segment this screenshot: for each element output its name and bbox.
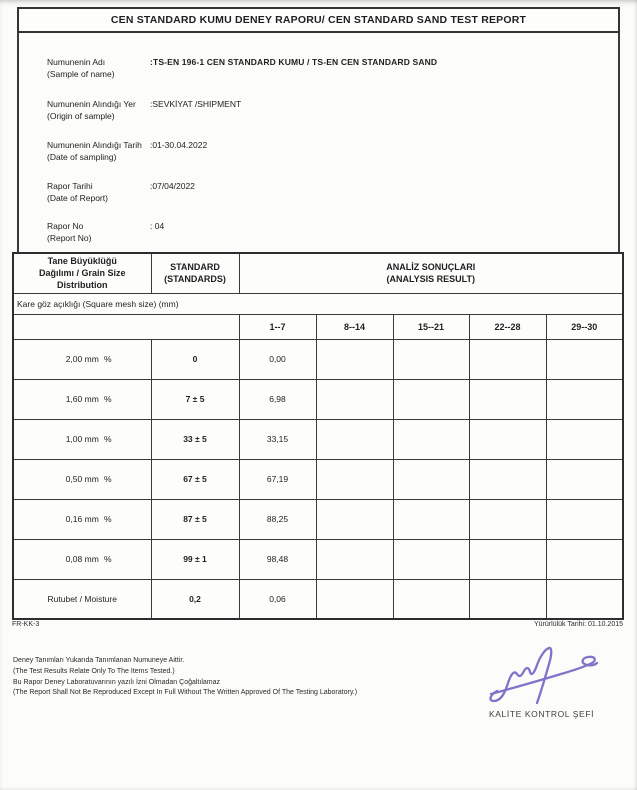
field-sublabel: (Date of sampling) [47, 152, 117, 162]
analysis-results-header [239, 253, 623, 293]
signature-area [483, 643, 603, 711]
field-sublabel: (Sample of name) [47, 69, 115, 79]
sieve-size-label: 0,08 mm [65, 554, 99, 564]
result-cell-empty [546, 419, 623, 459]
result-cell-empty [316, 499, 393, 539]
result-value-cell: 33,15 [239, 419, 316, 459]
result-cell-empty [546, 579, 623, 619]
sieve-size-label: 1,60 mm [65, 394, 99, 404]
result-cell-empty [316, 339, 393, 379]
note-line: Bu Rapor Deney Laboratuvarının yazılı İzni Olmadan Çoğaltılamaz [13, 678, 220, 686]
result-cell-empty [393, 379, 469, 419]
result-cell-empty [469, 379, 546, 419]
table-row [13, 339, 623, 379]
analysis-header-line: ANALİZ SONUÇLARI [386, 262, 476, 273]
result-value-cell: 0,00 [239, 339, 316, 379]
moisture-label-cell [13, 579, 151, 619]
result-cell-empty [469, 459, 546, 499]
field-origin [47, 99, 627, 123]
result-cell-empty [546, 379, 623, 419]
field-label: Numunenin Alındığı Yer [47, 99, 136, 109]
validity-date: Yürürlülük Tarihi: 01.10.2015 [534, 621, 623, 628]
field-report-date [47, 181, 627, 205]
standard-value-cell: 33 ± 5 [151, 419, 239, 459]
result-cell-empty [316, 379, 393, 419]
result-cell-empty [469, 339, 546, 379]
result-value-cell: 67,19 [239, 459, 316, 499]
field-sublabel: (Date of Report) [47, 193, 108, 203]
grain-size-header-line: Tane Büyüklüğü [47, 256, 117, 267]
standard-header-line: STANDARD [170, 262, 220, 273]
result-cell-empty [469, 579, 546, 619]
note-line: (The Test Results Relate Only To The Items Tested.) [13, 667, 175, 675]
mesh-size-row [13, 293, 623, 314]
unit-label: % [104, 434, 112, 444]
result-cell-empty [546, 459, 623, 499]
table-header-row [13, 253, 623, 293]
report-title-box [17, 7, 620, 33]
standard-value-cell: 7 ± 5 [151, 379, 239, 419]
grain-size-header-line: Dağılımı / Grain Size [38, 268, 126, 279]
result-value-cell: 6,98 [239, 379, 316, 419]
standard-header-line: (STANDARDS) [164, 274, 226, 285]
sieve-size-cell [13, 539, 151, 579]
analysis-header-line: (ANALYSIS RESULT) [386, 274, 476, 285]
sieve-size-label: 2,00 mm [65, 354, 99, 364]
field-value: : 04 [150, 221, 165, 231]
range-header-spacer [13, 314, 239, 339]
field-value: :SEVKİYAT /SHIPMENT [150, 99, 242, 109]
result-cell-empty [393, 419, 469, 459]
standard-value-cell: 0,2 [151, 579, 239, 619]
result-cell-empty [546, 539, 623, 579]
sieve-size-label: 1,00 mm [65, 434, 99, 444]
sieve-size-cell [13, 379, 151, 419]
field-value: :01-30.04.2022 [150, 140, 208, 150]
result-cell-empty [393, 339, 469, 379]
range-column-header: 22--28 [469, 314, 546, 339]
field-label: Rapor No [47, 221, 84, 231]
result-cell-empty [469, 499, 546, 539]
sieve-size-cell [13, 339, 151, 379]
moisture-label: Rutubet / Moisture [47, 593, 117, 604]
result-cell-empty [469, 539, 546, 579]
sample-info-section [17, 33, 620, 252]
table-row-moisture [13, 579, 623, 619]
field-value: :07/04/2022 [150, 181, 195, 191]
form-code: FR-KK-3 [12, 621, 40, 628]
field-label: Numunenin Alındığı Tarih [47, 140, 142, 150]
result-cell-empty [393, 499, 469, 539]
grain-size-header-line: Distribution [57, 280, 108, 291]
unit-label: % [104, 514, 112, 524]
range-column-header: 8--14 [316, 314, 393, 339]
field-sample-name [47, 57, 627, 81]
note-line: Deney Tanımları Yukarıda Tanımlanan Numuneye Aittir. [13, 657, 185, 664]
field-sublabel: (Origin of sample) [47, 111, 115, 121]
field-report-no [47, 221, 627, 245]
standard-value-cell: 87 ± 5 [151, 499, 239, 539]
result-cell-empty [316, 579, 393, 619]
range-header-row [13, 314, 623, 339]
signature-scribble-icon [483, 643, 603, 711]
sieve-size-cell [13, 419, 151, 459]
report-title: CEN STANDARD KUMU DENEY RAPORU/ CEN STANDARD SAND TEST REPORT [110, 14, 527, 26]
range-column-header: 29--30 [546, 314, 623, 339]
signatory-title: KALİTE KONTROL ŞEFİ [489, 709, 595, 719]
mesh-size-label: Kare göz açıklığı (Square mesh size) (mm) [13, 293, 623, 314]
sieve-size-cell [13, 459, 151, 499]
standard-header [151, 253, 239, 293]
result-cell-empty [316, 459, 393, 499]
result-cell-empty [316, 539, 393, 579]
standard-value-cell: 0 [151, 339, 239, 379]
result-value-cell: 88,25 [239, 499, 316, 539]
result-cell-empty [546, 499, 623, 539]
unit-label: % [104, 474, 112, 484]
table-row [13, 459, 623, 499]
sieve-size-label: 0,16 mm [65, 514, 99, 524]
unit-label: % [104, 354, 112, 364]
result-value-cell: 0,06 [239, 579, 316, 619]
field-sampling-date [47, 140, 627, 164]
sieve-size-cell [13, 499, 151, 539]
results-table [12, 252, 624, 620]
table-row [13, 499, 623, 539]
note-line: (The Report Shall Not Be Reproduced Except In Full Without The Written Approved Of The Testing Laboratory.) [13, 689, 358, 697]
disclaimer-notes [13, 656, 357, 699]
field-label: Numunenin Adı [47, 57, 106, 67]
result-cell-empty [469, 419, 546, 459]
result-cell-empty [393, 539, 469, 579]
sieve-size-label: 0,50 mm [65, 474, 99, 484]
grain-size-header [13, 253, 151, 293]
result-value-cell: 98,48 [239, 539, 316, 579]
table-row [13, 419, 623, 459]
range-column-header: 15--21 [393, 314, 469, 339]
field-value: :TS-EN 196-1 CEN STANDARD KUMU / TS-EN CEN STANDARD SAND [150, 57, 438, 67]
result-cell-empty [546, 339, 623, 379]
unit-label: % [104, 554, 112, 564]
range-column-header: 1--7 [239, 314, 316, 339]
result-cell-empty [393, 579, 469, 619]
standard-value-cell: 99 ± 1 [151, 539, 239, 579]
field-label: Rapor Tarihi [47, 181, 93, 191]
table-row [13, 379, 623, 419]
standard-value-cell: 67 ± 5 [151, 459, 239, 499]
unit-label: % [104, 394, 112, 404]
result-cell-empty [393, 459, 469, 499]
result-cell-empty [316, 419, 393, 459]
field-sublabel: (Report No) [47, 233, 92, 243]
table-row [13, 539, 623, 579]
